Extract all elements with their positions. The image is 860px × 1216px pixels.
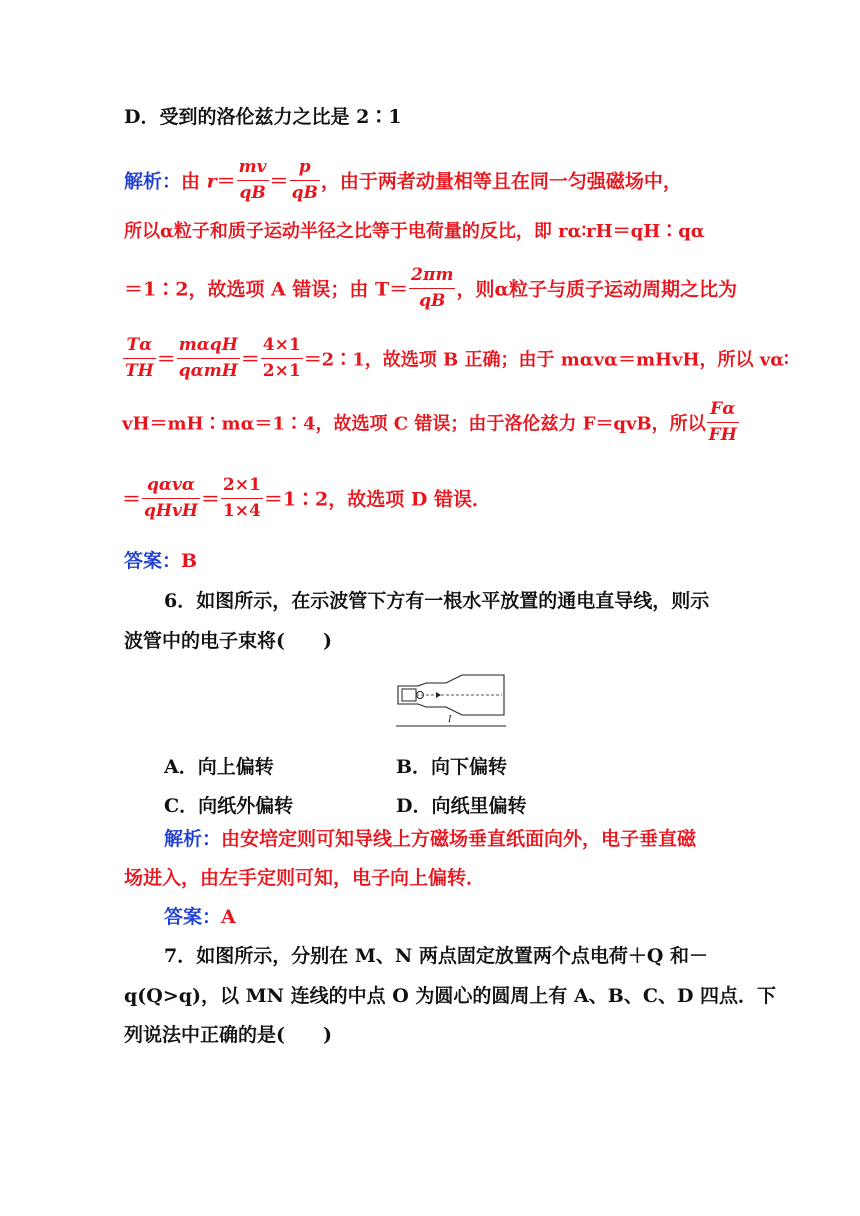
q6-answer: [164, 908, 784, 927]
q5-l1-fraction-p-qb: [290, 158, 320, 203]
fraction-denominator: qB: [291, 182, 318, 203]
q5-l1-eq2: ＝: [269, 170, 289, 193]
q6-answer-value: A: [221, 906, 236, 928]
q6-stem-line-2: 波管中的电子束将( ): [124, 630, 332, 652]
oscilloscope-figure: [396, 672, 506, 732]
q6-stem-line-1: 6．如图所示，在示波管下方有一根水平放置的通电直导线，则示: [164, 590, 710, 612]
q5-analysis-line-5: [122, 399, 742, 447]
q5-l6-fraction-numeric: [221, 476, 263, 521]
q5-answer: [124, 552, 744, 571]
q5-l1-text-b: ，由于两者动量相等且在同一匀强磁场中，: [320, 170, 682, 193]
q5-analysis-line-1: [124, 157, 744, 205]
fraction-denominator: qαmH: [178, 360, 238, 381]
fraction-numerator: 2πm: [409, 266, 455, 289]
q5-analysis-label: 解析：: [124, 170, 182, 193]
q5-l5-text-a: vH＝mH∶mα＝1∶4，故选项 C 错误；由于洛伦兹力 F＝qvB，所以: [122, 413, 706, 435]
q5-analysis-line-4: [122, 335, 789, 383]
q7-stem-line-3: 列说法中正确的是( ): [124, 1024, 332, 1046]
q5-l3-text-b: ，则α粒子与质子运动周期之比为: [456, 278, 738, 301]
q6-analysis-line-2: 场进入，由左手定则可知，电子向上偏转．: [124, 867, 486, 889]
fraction-denominator: FH: [708, 424, 737, 445]
q5-l6-text-b: ＝1∶2，故选项 D 错误．: [263, 488, 491, 511]
fraction-denominator: qB: [239, 182, 266, 203]
q5-l4-fraction-numeric: [261, 336, 303, 381]
fraction-numerator: qαvα: [142, 476, 200, 499]
beam-arrow-icon: [436, 692, 441, 698]
current-label: I: [448, 714, 452, 725]
q6-option-d: D．向纸里偏转: [396, 795, 527, 817]
fraction-denominator: 1×4: [222, 500, 261, 521]
q6-analysis-label: 解析：: [164, 828, 222, 850]
q5-option-d: D．受到的洛伦兹力之比是 2∶1: [124, 106, 402, 128]
q5-l6-eq1: ＝: [122, 488, 142, 511]
q6-option-b: B．向下偏转: [396, 756, 508, 778]
fraction-denominator: qB: [419, 290, 446, 311]
q5-l4-text-b: ＝2∶1，故选项 B 正确；由于 mαvα＝mHvH，所以 vα∶: [303, 349, 789, 371]
fraction-numerator: 2×1: [221, 476, 263, 499]
q5-l4-fraction-mass-charge: [177, 336, 240, 381]
q5-l1-r: r: [206, 170, 217, 193]
fraction-numerator: Tα: [123, 336, 156, 359]
q5-analysis-line-3: [124, 265, 744, 313]
fraction-numerator: mαqH: [177, 336, 240, 359]
q5-analysis-line-2: 所以α粒子和质子运动半径之比等于电荷量的反比，即 rα∶rH＝qH∶qα: [124, 221, 705, 242]
q5-answer-label: 答案：: [124, 550, 182, 572]
fraction-numerator: p: [290, 158, 320, 181]
q6-option-a: A．向上偏转: [164, 756, 274, 778]
q5-l1-eq1: ＝: [216, 170, 236, 193]
fraction-denominator: qHvH: [144, 500, 198, 521]
q5-l6-fraction-charge-velocity: [142, 476, 200, 521]
q5-l4-eq1: ＝: [156, 348, 176, 371]
q5-l3-fraction-period: [409, 266, 455, 311]
q5-l4-fraction-period-ratio: [123, 336, 156, 381]
q5-l1-text-a: 由: [181, 170, 207, 193]
fraction-denominator: TH: [125, 360, 154, 381]
q7-stem-line-2: q(Q>q)，以 MN 连线的中点 O 为圆心的圆周上有 A、B、C、D 四点．下: [124, 985, 777, 1007]
q5-l4-eq2: ＝: [240, 348, 260, 371]
q6-analysis-text-1: 由安培定则可知导线上方磁场垂直纸面向外，电子垂直磁: [221, 828, 697, 850]
q6-option-c: C．向纸外偏转: [164, 795, 294, 817]
q5-l5-fraction-force-ratio: [707, 400, 739, 445]
fraction-numerator: mv: [237, 158, 269, 181]
q6-analysis-line-1: [164, 830, 744, 849]
q5-l6-eq2: ＝: [200, 488, 220, 511]
fraction-denominator: 2×1: [262, 360, 301, 381]
electron-gun: [402, 689, 416, 701]
q5-l1-fraction-mv-qb: [237, 158, 269, 203]
q6-answer-label: 答案：: [164, 906, 222, 928]
q5-l3-text-a: ＝1∶2，故选项 A 错误；由 T＝: [124, 278, 409, 301]
q5-analysis-line-6: [122, 475, 742, 523]
q7-stem-line-1: 7．如图所示，分别在 M、N 两点固定放置两个点电荷＋Q 和－: [164, 945, 709, 967]
q5-answer-value: B: [181, 550, 198, 572]
fraction-numerator: Fα: [707, 400, 739, 423]
fraction-numerator: 4×1: [261, 336, 303, 359]
